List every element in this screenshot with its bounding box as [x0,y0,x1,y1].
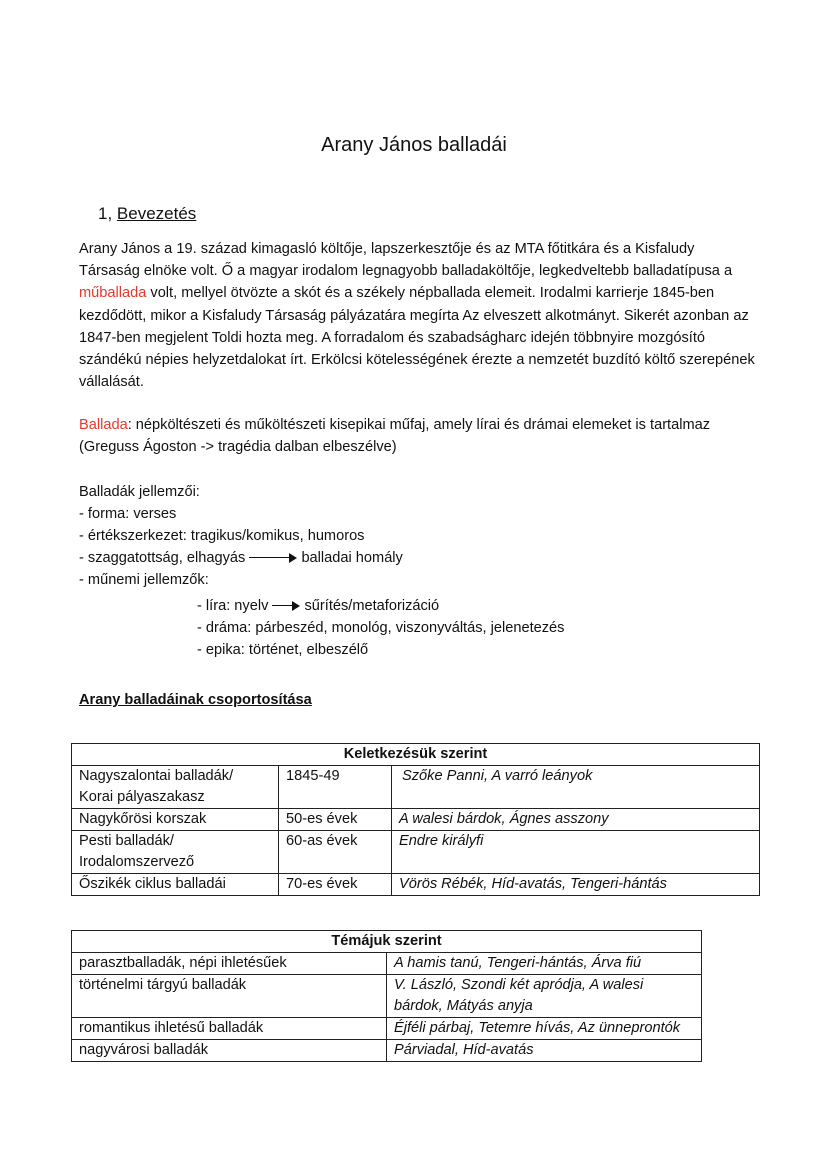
group-cell: Nagyszalontai balladák/ Korai pályaszakasz [72,766,279,809]
intro-paragraph [79,238,759,393]
table-row [72,809,760,831]
intro-text-a: Arany János a 19. század kimagasló költője, lapszerkesztője és az MTA főtitkára és a Kisfaludy Társaság elnöke volt. Ő a magyar irodalom legnagyobb balladaköltője, legkedveltebb balladatípusa a [79,241,733,280]
arrow-icon [249,553,297,563]
period-cell: 1845-49 [279,766,392,809]
works-cell: V. László, Szondi két apródja, A walesi bárdok, Mátyás anyja [387,975,702,1018]
feature-genre: - műnemi jellemzők: [79,572,209,588]
genre-lyric-right: sűrítés/metaforizáció [304,598,440,614]
theme-table [71,930,702,1062]
theme-cell: romantikus ihletésű balladák [72,1018,387,1040]
definition-term: Ballada [79,417,128,433]
table-row [72,953,702,975]
period-cell: 50-es évek [279,809,392,831]
group-cell: Őszikék ciklus balladái [72,874,279,896]
section-number: 1, [98,204,113,223]
group-cell: Pesti balladák/ Irodalomszervező [72,831,279,874]
origin-table-header: Keletkezésük szerint [72,744,760,766]
theme-cell: nagyvárosi balladák [72,1040,387,1062]
table-row [72,766,760,809]
table-row [72,1040,702,1062]
works-cell: Éjféli párbaj, Tetemre hívás, Az ünneprontók [387,1018,702,1040]
highlight-term: műballada [79,285,147,302]
page-title: Arany János balladái [321,134,507,156]
definition-text: : népköltészeti és műköltészeti kisepikai műfaj, amely lírai és drámai elemeket is tartalmaz (Greguss Ágoston -> tragédia dalban elbeszélve) [79,417,711,456]
works-cell: A walesi bárdok, Ágnes asszony [392,809,760,831]
genre-lyric-left: - líra: nyelv [197,598,269,614]
features-heading: Balladák jellemzői: [79,484,200,500]
works-cell: Szőke Panni, A varró leányok [392,766,760,809]
table-row [72,874,760,896]
section-heading [98,204,196,224]
works-cell: A hamis tanú, Tengeri-hántás, Árva fiú [387,953,702,975]
feature-fragmentation-right: balladai homály [301,550,403,566]
feature-value: - értékszerkezet: tragikus/komikus, humoros [79,528,365,544]
grouping-heading: Arany balladáinak csoportosítása [79,692,312,708]
period-cell: 60-as évek [279,831,392,874]
genre-drama: - dráma: párbeszéd, monológ, viszonyváltás, jelenetezés [197,620,565,636]
ballad-definition [79,414,759,458]
section-title: Bevezetés [116,204,197,223]
works-cell: Endre királyfi [392,831,760,874]
genre-epic: - epika: történet, elbeszélő [197,642,369,658]
feature-fragmentation-left: - szaggatottság, elhagyás [79,550,246,566]
origin-table [71,743,760,896]
table-row [72,1018,702,1040]
table-row [72,975,702,1018]
arrow-icon [272,601,300,611]
theme-cell: parasztballadák, népi ihletésűek [72,953,387,975]
works-cell: Vörös Rébék, Híd-avatás, Tengeri-hántás [392,874,760,896]
feature-form: - forma: verses [79,506,177,522]
group-cell: Nagykőrösi korszak [72,809,279,831]
table-row [72,831,760,874]
works-cell: Párviadal, Híd-avatás [387,1040,702,1062]
period-cell: 70-es évek [279,874,392,896]
theme-cell: történelmi tárgyú balladák [72,975,387,1018]
feature-fragmentation [79,547,403,569]
theme-table-header: Témájuk szerint [72,931,702,953]
intro-text-b: volt, mellyel ötvözte a skót és a székely népballada elemeit. Irodalmi karrierje 1845-ben kezdődött, mikor a Kisfaludy Társaság pályázatára megírta Az elveszett alkotmányt. Sikerét azonban az 1847-ben megjelent Toldi hozta meg. A forradalom és szabadságharc idején többnyire mozgósító szándékú népies helyzetdalokat írt. Erkölcsi kötelességének érezte a nemzetét buzdító költő szerepének vállalását. [79,285,755,391]
genre-lyric [197,595,439,617]
